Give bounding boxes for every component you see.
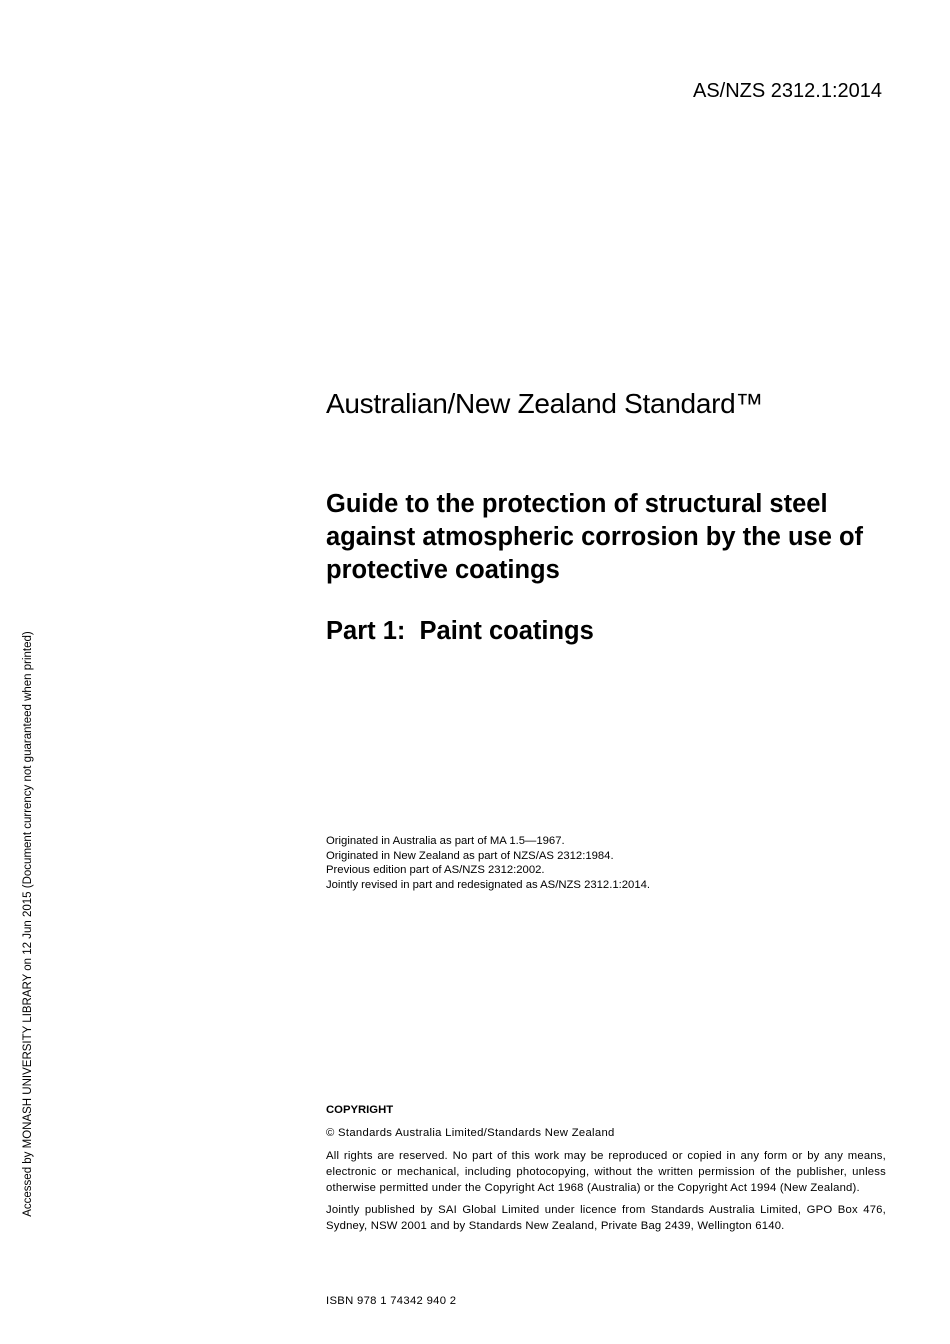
document-number: AS/NZS 2312.1:2014 — [692, 80, 882, 102]
copyright-heading: COPYRIGHT — [326, 1104, 394, 1116]
history-line: Originated in New Zealand as part of NZS/AS 2312:1984. — [326, 849, 614, 862]
history-line: Originated in Australia as part of MA 1.5—1967. — [326, 835, 565, 847]
history-line: Previous edition part of AS/NZS 2312:2002. — [326, 864, 545, 877]
copyright-owner: © Standards Australia Limited/Standards New Zealand — [326, 1127, 615, 1139]
rights-statement: All rights are reserved. No part of this work may be reproduced or copied in any form or by any means, electronic or mechanical, including photocopying, without the written permission of the publisher, unless otherwise permitted under the Copyright Act 1968 (Australia) or the Copyright Act 1994 (New Zealand). — [326, 1150, 886, 1194]
history-line: Jointly revised in part and redesignated as AS/NZS 2312.1:2014. — [326, 878, 651, 891]
publisher-statement: Jointly published by SAI Global Limited under licence from Standards Australia Limited, GPO Box 476, Sydney, NSW 2001 and by Standards New Zealand, Private Bag 2439, Wellington 6140. — [326, 1204, 886, 1232]
isbn: ISBN 978 1 74342 940 2 — [326, 1295, 457, 1307]
access-watermark: Accessed by MONASH UNIVERSITY LIBRARY on 12 Jun 2015 (Document currency not guaranteed when printed) — [22, 631, 34, 1217]
document-part-title: Part 1: Paint coatings — [326, 617, 594, 645]
copyright-section — [326, 1102, 886, 1240]
publication-history — [326, 834, 650, 892]
document-title: Guide to the protection of structural steel against atmospheric corrosion by the use of protective coatings — [326, 490, 864, 584]
standard-type-heading: Australian/New Zealand Standard™ — [326, 388, 764, 419]
